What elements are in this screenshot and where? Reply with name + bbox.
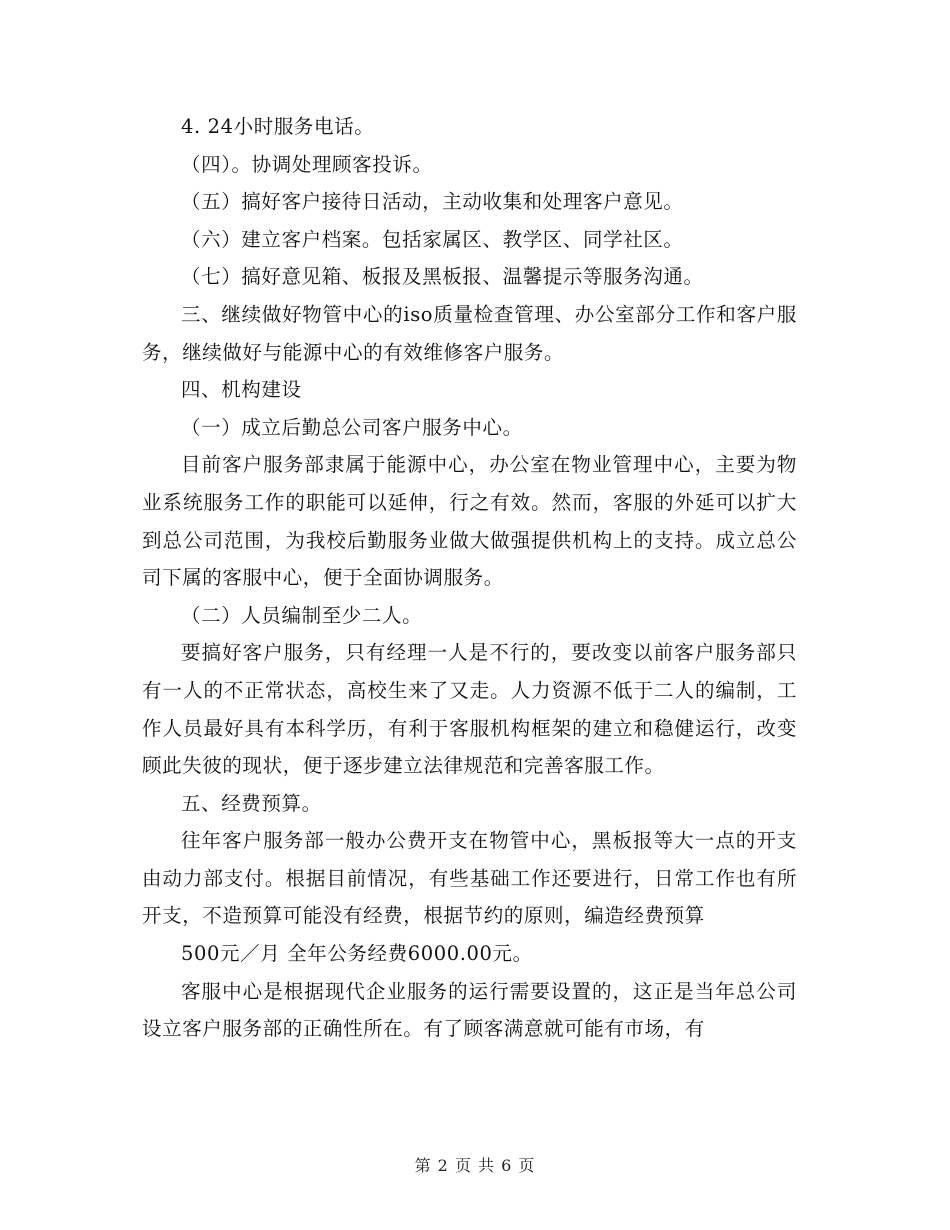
- list-item-complaints: （四）。协调处理顾客投诉。: [181, 152, 433, 176]
- closing-paragraph: 客服中心是根据现代企业服务的运行需要设置的，这正是当年总公司设立客户服务部的正确性所在。有了顾客满意就可能有市场，有: [142, 979, 797, 1041]
- page-number-footer: 第 2 页 共 6 页: [414, 1156, 536, 1175]
- subsection-two-paragraph: 要搞好客户服务，只有经理一人是不行的，要改变以前客户服务部只有一人的不正常状态，高校生来了又走。人力资源不低于二人的编制，工作人员最好具有本科学历，有利于客服机构框架的建立和稳健运行，改变顾此失彼的现状，便于逐步建立法律规范和完善客服工作。: [142, 641, 797, 778]
- budget-paragraph: 往年客户服务部一般办公费开支在物管中心，黑板报等大一点的开支由动力部支付。根据目前情况，有些基础工作还要进行，日常工作也有所开支，不造预算可能没有经费，根据节约的原则，编造经费预算: [142, 829, 797, 928]
- document-body: [142, 108, 797, 1048]
- subsection-two-heading: （二）人员编制至少二人。: [181, 603, 423, 627]
- section-three-paragraph: 三、继续做好物管中心的iso质量检查管理、办公室部分工作和客户服务，继续做好与能源中心的有效维修客户服务。: [142, 302, 797, 364]
- subsection-one-heading: （一）成立后勤总公司客户服务中心。: [181, 415, 523, 439]
- section-five-heading: 五、经费预算。: [181, 791, 322, 815]
- budget-amount-line: 500元／月 全年公务经费6000.00元。: [181, 942, 533, 966]
- list-item-suggestion-box: （七）搞好意见箱、板报及黑板报、温馨提示等服务沟通。: [181, 265, 704, 289]
- subsection-one-paragraph: 目前客户服务部隶属于能源中心，办公室在物业管理中心，主要为物业系统服务工作的职能可以延伸，行之有效。然而，客服的外延可以扩大到总公司范围，为我校后勤服务业做大做强提供机构上的支持。成立总公司下属的客服中心，便于全面协调服务。: [142, 453, 797, 590]
- list-item-reception-day: （五）搞好客户接待日活动，主动收集和处理客户意见。: [181, 190, 684, 214]
- section-four-heading: 四、机构建设: [181, 378, 302, 402]
- list-item-customer-files: （六）建立客户档案。包括家属区、教学区、同学社区。: [181, 227, 684, 251]
- list-item-hotline: 4. 24小时服务电话。: [181, 115, 375, 138]
